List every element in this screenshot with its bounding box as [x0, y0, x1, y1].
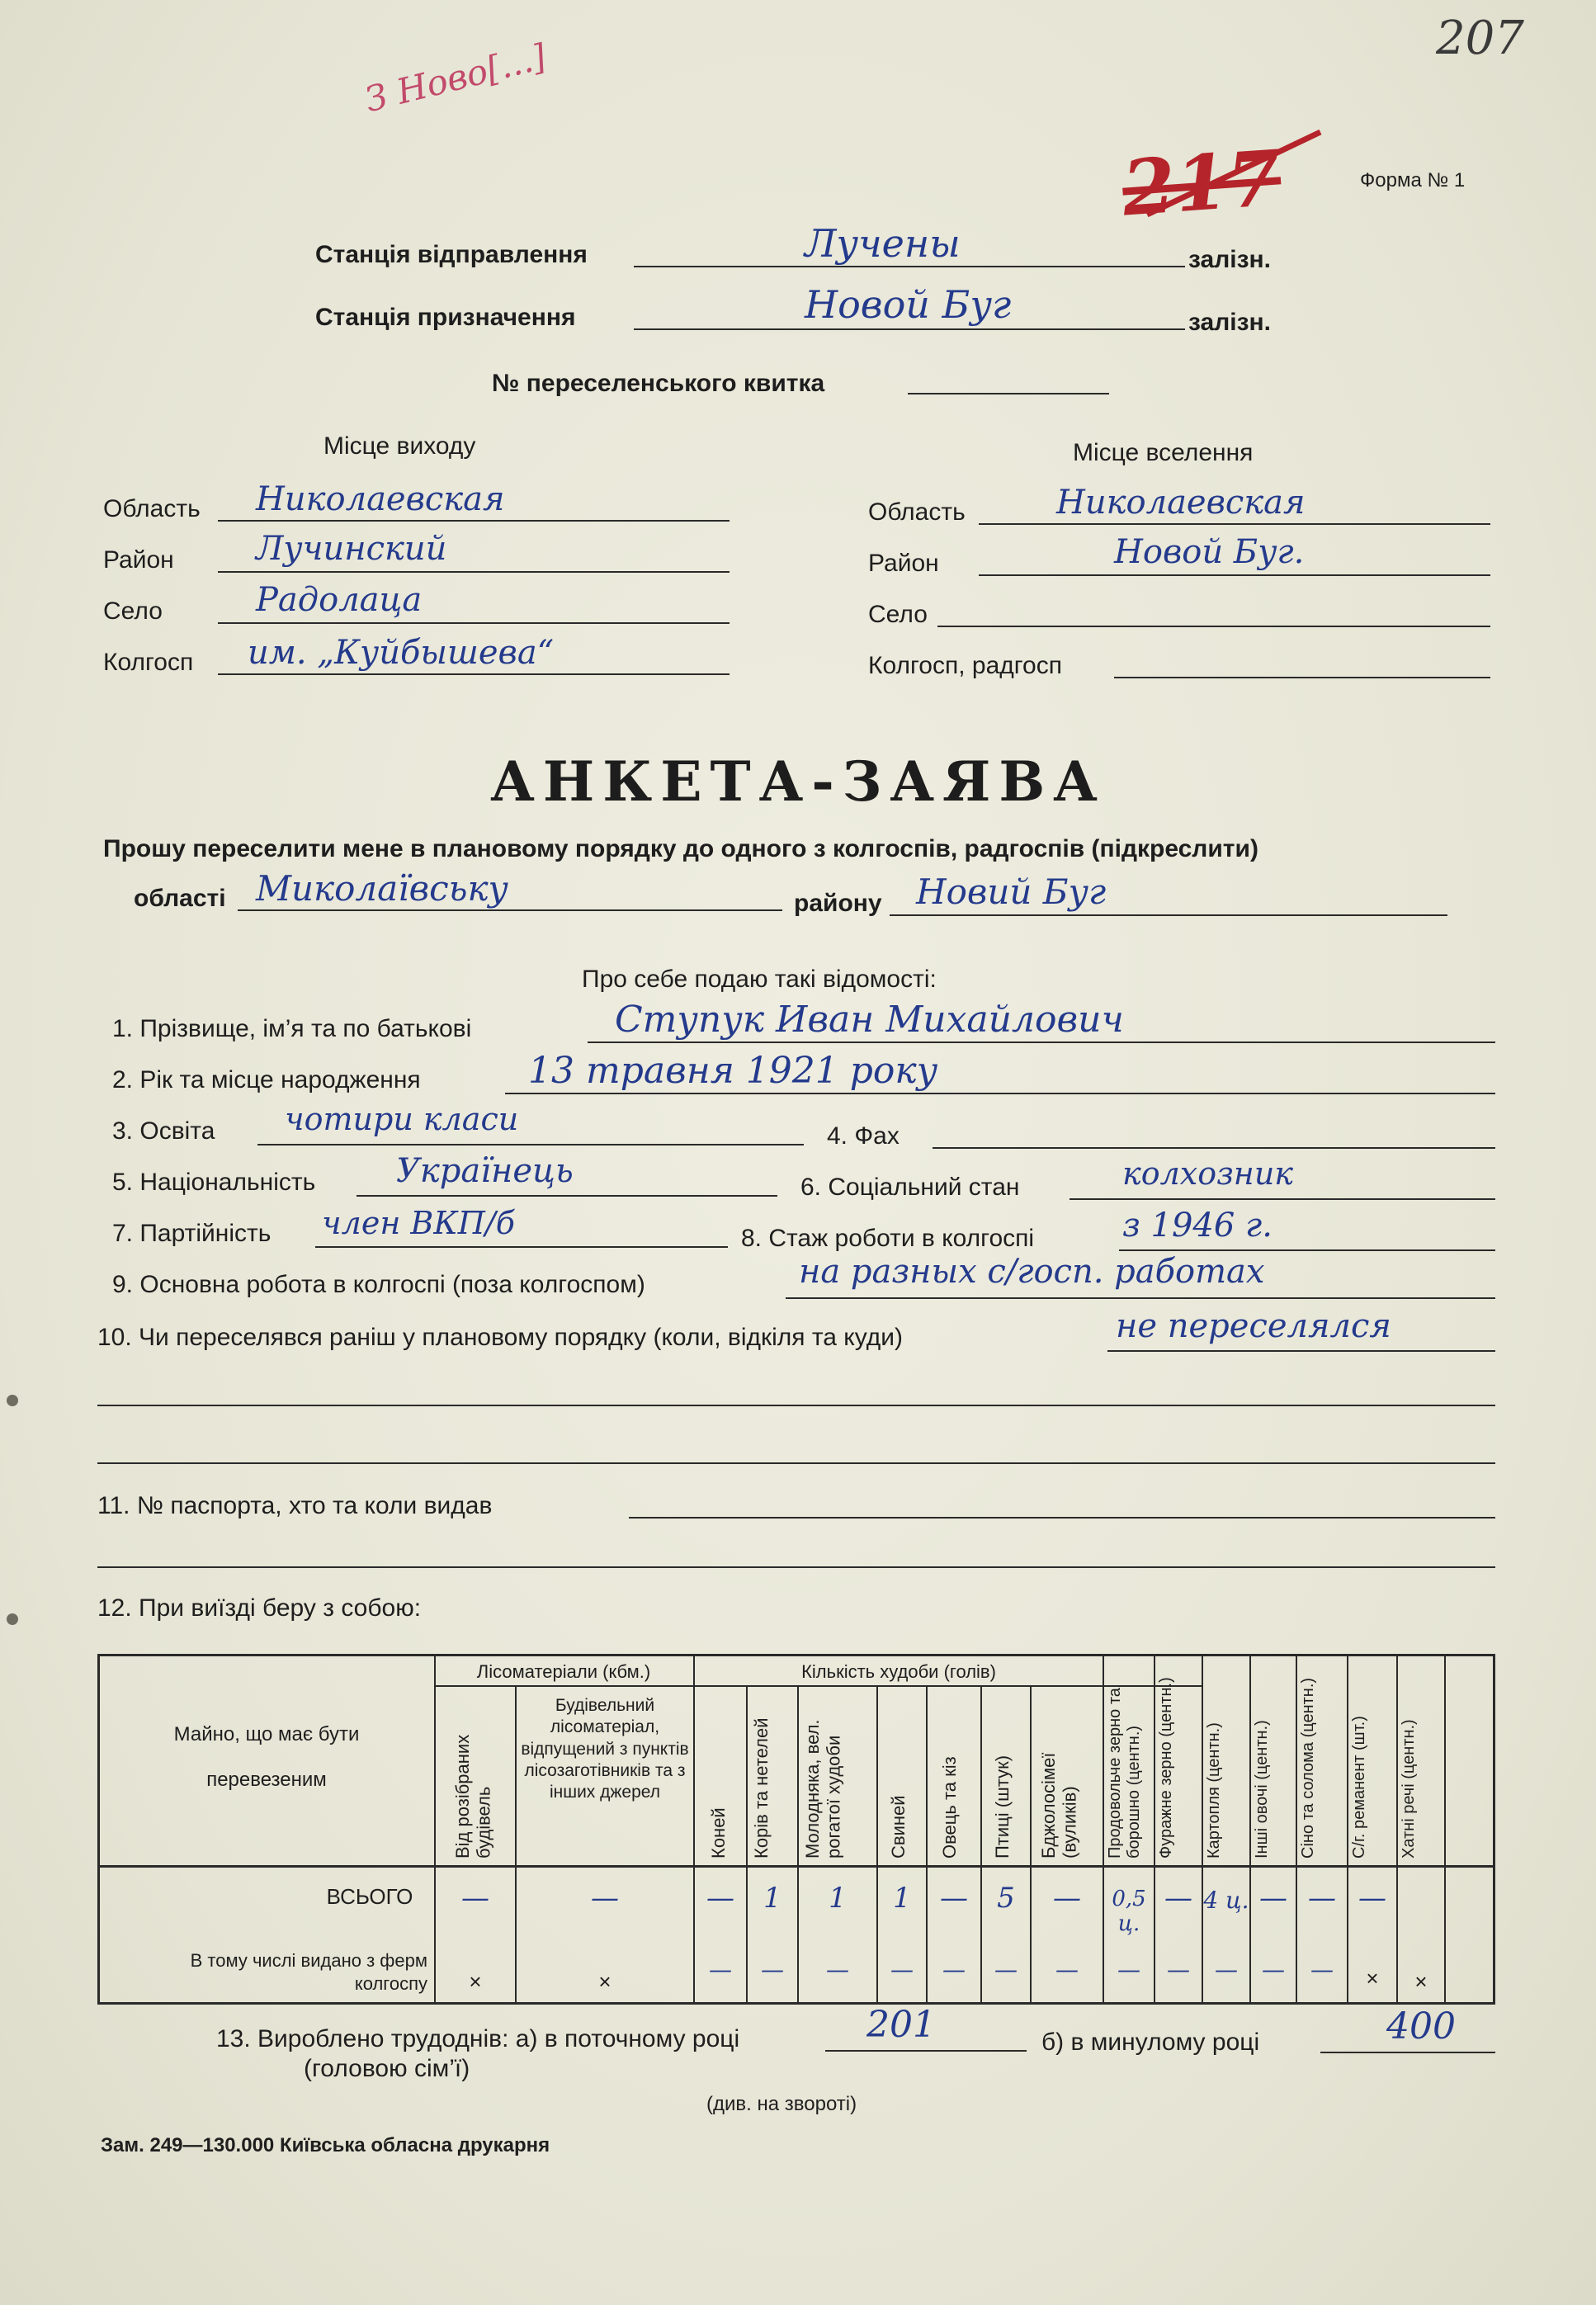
col-header: Фуражне зерно (центн.)	[1157, 1677, 1175, 1859]
workdays-current-line	[825, 2050, 1027, 2052]
form-title: АНКЕТА-ЗАЯВА	[490, 749, 1106, 814]
pencil-note: З Ново[...]	[361, 35, 550, 120]
workdays-sub: (головою сім’ї)	[304, 2055, 470, 2082]
origin-oblast-value: Николаевская	[256, 480, 505, 518]
field-7-value: член ВКП/б	[322, 1205, 515, 1241]
origin-selo-line	[218, 622, 730, 624]
settlement-raion-value: Новой Буг.	[1114, 533, 1305, 571]
see-reverse-note: (див. на звороті)	[706, 2093, 857, 2115]
col-header: Сіно та солома (центн.)	[1299, 1677, 1317, 1859]
col-header: Будівельний лісоматеріал, відпущений з пунктів лісозаготівників та з інших джерел	[521, 1696, 689, 1802]
field-7-label: 7. Партійність	[112, 1220, 272, 1247]
settlement-selo-line	[937, 626, 1490, 627]
field-10-value: не переселялся	[1116, 1307, 1391, 1345]
farm-cell: —	[1117, 1956, 1140, 1983]
departure-line	[634, 266, 1185, 267]
settlement-kolgosp-line	[1114, 677, 1490, 678]
field-10-extra-line	[97, 1405, 1495, 1406]
total-cell: —	[940, 1882, 968, 1915]
destination-value: Новой Буг	[805, 282, 1012, 327]
farm-cell: ×	[1414, 1969, 1428, 1994]
origin-raion-line	[218, 571, 730, 573]
field-2-label: 2. Рік та місце народження	[112, 1066, 421, 1093]
field-6-value: колхозник	[1122, 1155, 1293, 1192]
field-6-line	[1070, 1198, 1495, 1200]
total-cell: 5	[997, 1882, 1015, 1915]
ticket-label: № переселенського квитка	[492, 370, 825, 397]
farm-cell: —	[1310, 1956, 1334, 1983]
col-header: Продовольче зерно та борошно (центн.)	[1106, 1688, 1143, 1859]
total-cell: 1	[763, 1882, 781, 1915]
request-oblast-line	[238, 909, 782, 911]
col-header: Молодняка, вел. рогатої худоби	[802, 1719, 844, 1859]
origin-kolgosp-value: им. „Куйбышева“	[248, 634, 555, 672]
farm-cell: ×	[598, 1969, 611, 1994]
field-5-value: Українець	[396, 1152, 574, 1190]
field-9-label: 9. Основна робота в колгоспі (поза колгоспом)	[112, 1271, 645, 1298]
col-header: Овець та кіз	[939, 1756, 960, 1859]
punch-hole	[7, 1395, 18, 1406]
total-cell: —	[1259, 1882, 1287, 1915]
field-8-label: 8. Стаж роботи в колгоспі	[741, 1225, 1035, 1252]
sheet-number: 207	[1436, 12, 1524, 65]
col-header: Від розібраних будівель	[452, 1734, 494, 1859]
form-number: Форма № 1	[1360, 169, 1466, 191]
workdays-past-value: 400	[1386, 2005, 1456, 2048]
field-6-label: 6. Соціальний стан	[800, 1174, 1020, 1201]
total-cell: —	[1053, 1882, 1081, 1915]
field-3-label: 3. Освіта	[112, 1117, 215, 1145]
field-3-line	[257, 1144, 804, 1145]
field-11-extra-line	[97, 1566, 1495, 1568]
col-header: Інші овочі (центн.)	[1253, 1720, 1271, 1859]
origin-raion-label: Район	[103, 546, 174, 574]
destination-suffix: залізн.	[1188, 309, 1271, 336]
col-header: Свиней	[888, 1795, 909, 1859]
settlement-raion-label: Район	[868, 550, 939, 577]
field-10-line	[1107, 1350, 1495, 1352]
farm-cell: —	[942, 1956, 966, 1983]
total-cell: —	[591, 1882, 619, 1915]
request-oblast-label: області	[134, 885, 226, 912]
total-cell: —	[1358, 1882, 1386, 1915]
destination-label: Станція призначення	[315, 304, 576, 331]
field-10-extra-line	[97, 1462, 1495, 1464]
col-header: Хатні речі (центн.)	[1400, 1719, 1418, 1859]
field-1-value: Ступук Иван Михайлович	[615, 999, 1124, 1041]
origin-raion-value: Лучинский	[256, 530, 447, 568]
total-cell: —	[1164, 1882, 1192, 1915]
request-raion-label: району	[794, 890, 882, 917]
field-4-line	[933, 1147, 1495, 1149]
farm-cell: —	[994, 1956, 1018, 1983]
settlement-title: Місце вселення	[1073, 439, 1254, 466]
crossed-sheet-number: 217	[1119, 133, 1284, 234]
origin-oblast-label: Область	[103, 495, 201, 522]
field-11-label: 11. № паспорта, хто та коли видав	[97, 1492, 493, 1519]
col-header: Картопля (центн.)	[1205, 1722, 1223, 1859]
total-cell: —	[461, 1882, 489, 1915]
field-11-line	[629, 1517, 1495, 1519]
ticket-line	[908, 393, 1109, 394]
field-1-line	[588, 1042, 1495, 1043]
property-table	[97, 1654, 1495, 2005]
farm-cell: —	[1055, 1956, 1079, 1983]
total-cell: —	[1308, 1882, 1336, 1915]
request-line: Прошу переселити мене в плановому порядку до одного з колгоспів, радгоспів (підкреслити)	[103, 835, 1258, 862]
settlement-selo-label: Село	[868, 601, 928, 628]
field-10-label: 10. Чи переселявся раніш у плановому порядку (коли, відкіля та куди)	[97, 1324, 904, 1351]
field-8-value: з 1946 г.	[1122, 1207, 1273, 1245]
farm-cell: —	[826, 1956, 849, 1983]
request-raion-line	[890, 914, 1447, 916]
departure-label: Станція відправлення	[315, 241, 588, 268]
farm-cell: —	[1215, 1956, 1238, 1983]
request-oblast-value: Миколаївську	[256, 868, 508, 909]
workdays-past-line	[1320, 2052, 1495, 2053]
total-cell: —	[706, 1882, 734, 1915]
origin-oblast-line	[218, 520, 730, 522]
field-9-value: на разных с/госп. работах	[799, 1253, 1265, 1291]
field-9-line	[786, 1297, 1495, 1299]
origin-selo-value: Радолаца	[256, 581, 423, 619]
row-total-label: ВСЬОГО	[326, 1884, 413, 1909]
col-header: Корів та нетелей	[751, 1717, 772, 1859]
field-7-line	[315, 1246, 728, 1248]
col-header: Бджолосімеї (вуликів)	[1038, 1752, 1080, 1859]
field-8-line	[1119, 1249, 1495, 1251]
group-timber-header: Лісоматеріали (кбм.)	[476, 1661, 651, 1682]
departure-value: Лучены	[805, 221, 961, 266]
origin-kolgosp-line	[218, 673, 730, 675]
workdays-current-value: 201	[866, 2004, 936, 2046]
col-header: Птиці (штук)	[992, 1755, 1013, 1859]
row-farm-label: В тому числі видано з ферм колгоспу	[190, 1950, 427, 1994]
field-2-line	[505, 1093, 1495, 1094]
settlement-oblast-label: Область	[868, 498, 966, 526]
departure-suffix: залізн.	[1188, 246, 1271, 273]
field-5-line	[357, 1195, 777, 1197]
farm-cell: —	[1262, 1956, 1285, 1983]
red-strike-mark	[1139, 124, 1329, 231]
printer-imprint: Зам. 249—130.000 Київська обласна друкарня	[101, 2134, 550, 2156]
destination-line	[634, 328, 1185, 330]
intro-text: Про себе подаю такі відомості:	[582, 966, 937, 993]
field-4-label: 4. Фах	[827, 1122, 900, 1150]
farm-cell: —	[761, 1956, 784, 1983]
workdays-past-label: б) в минулому році	[1041, 2029, 1260, 2056]
total-cell: 0,5 ц.	[1112, 1887, 1146, 1936]
workdays-label: 13. Вироблено трудоднів: а) в поточному році	[216, 2025, 740, 2052]
col-property-header: Майно, що має бути перевезеним	[173, 1723, 360, 1792]
farm-cell: —	[709, 1956, 732, 1983]
field-3-value: чотири класи	[285, 1101, 519, 1137]
farm-cell: —	[1167, 1956, 1190, 1983]
field-12-label: 12. При виїзді беру з собою:	[97, 1594, 422, 1622]
origin-selo-label: Село	[103, 598, 163, 625]
settlement-oblast-value: Николаевская	[1056, 484, 1306, 522]
field-5-label: 5. Національність	[112, 1169, 316, 1196]
settlement-kolgosp-label: Колгосп, радгосп	[868, 652, 1062, 679]
farm-cell: —	[890, 1956, 914, 1983]
farm-cell: ×	[1366, 1966, 1379, 1991]
settlement-raion-line	[979, 574, 1490, 576]
total-cell: 1	[829, 1882, 847, 1915]
origin-kolgosp-label: Колгосп	[103, 649, 194, 676]
field-2-value: 13 травня 1921 року	[528, 1050, 938, 1092]
farm-cell: ×	[469, 1969, 482, 1994]
request-raion-value: Новий Буг	[916, 871, 1107, 912]
group-livestock-header: Кількість худоби (голів)	[801, 1661, 996, 1682]
origin-title: Місце виходу	[323, 432, 476, 460]
col-header: Коней	[708, 1807, 729, 1859]
col-header: С/г. реманент (шт.)	[1350, 1716, 1368, 1859]
total-cell: 4 ц.	[1203, 1887, 1249, 1914]
punch-hole	[7, 1613, 18, 1625]
field-1-label: 1. Прізвище, ім’я та по батькові	[112, 1015, 472, 1042]
total-cell: 1	[893, 1882, 911, 1915]
settlement-oblast-line	[979, 523, 1490, 525]
